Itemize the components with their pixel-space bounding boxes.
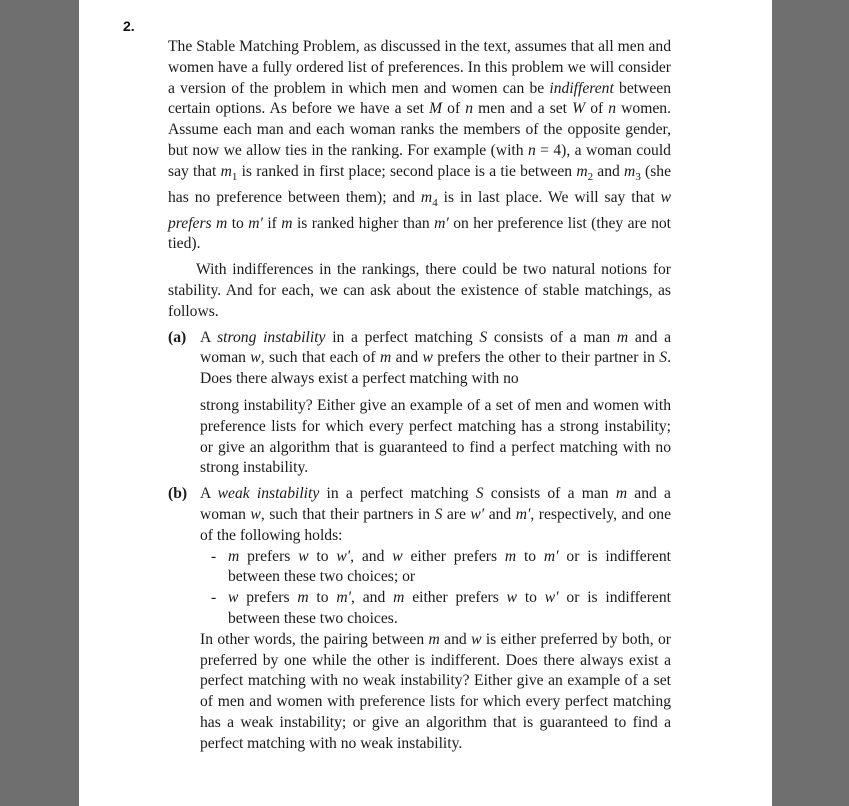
part-a-definition: A strong instability in a perfect matching S consists of a man m and a woman w, such that each of m and w prefers the other to their partner in S. Does there always exist a perfect matching with no <box>200 328 671 388</box>
part-a <box>168 328 671 390</box>
problem-text-upper <box>168 37 671 390</box>
problem-text-lower <box>168 396 671 755</box>
dash-bullet: - <box>211 589 217 607</box>
intro-paragraph: The Stable Matching Problem, as discussed in the text, assumes that all men and women have a fully ordered list of preferences. In this problem we will consider a version of the problem in which men and women can be indifferent between certain options. As before we have a set M of n men and a set W of n women. Assume each man and each woman ranks the members of the opposite gender, but now we allow ties in the ranking. For example (with n = 4), a woman could say that $m_1$ is ranked in first place; second place is a tie between $m_2$ and $m_3$ (she has no preference between them); and $m_4$ is in last place. We will say that w prefers m to m′ if m is ranked higher than m′ on her preference list (they are not tied). <box>168 38 672 253</box>
part-a-label: (a) <box>168 328 187 346</box>
problem-number: 2. <box>123 18 135 34</box>
part-a-question: strong instability? Either give an example of a set of men and women with preference lists for which every perfect matching has a strong instability; or give an algorithm that is guaranteed to find a perfect matching with no strong instability. <box>200 397 671 477</box>
part-b-question: In other words, the pairing between m and w is either preferred by both, or preferred by one while the other is indifferent. Does there always exist a perfect matching with no weak instability? Either give an example of a set of men and women with preference lists for which every perfect matching has a weak instability; or give an algorithm that is guaranteed to find a perfect matching with no weak instability. <box>200 630 671 752</box>
part-b <box>168 484 671 754</box>
stability-paragraph: With indifferences in the rankings, there could be two natural notions for stability. And for each, we can ask about the existence of stable matchings, as follows. <box>168 261 671 320</box>
document-page <box>79 0 772 806</box>
part-b-condition-2 <box>200 588 671 630</box>
part-b-label: (b) <box>168 485 188 503</box>
part-b-definition: A weak instability in a perfect matching S consists of a man m and a woman w, such that their partners in S are w′ and m′, respectively, and one of the following holds: <box>200 485 672 544</box>
part-a-continued <box>168 396 671 479</box>
dash-bullet: - <box>211 547 217 565</box>
condition-1-text: m prefers w to w′, and w either prefers m to m′ or is indifferent between these two choices; or <box>228 547 671 586</box>
condition-2-text: w prefers m to m′, and m either prefers w to w′ or is indifferent between these two choices. <box>228 589 671 627</box>
part-b-condition-1 <box>200 547 671 589</box>
